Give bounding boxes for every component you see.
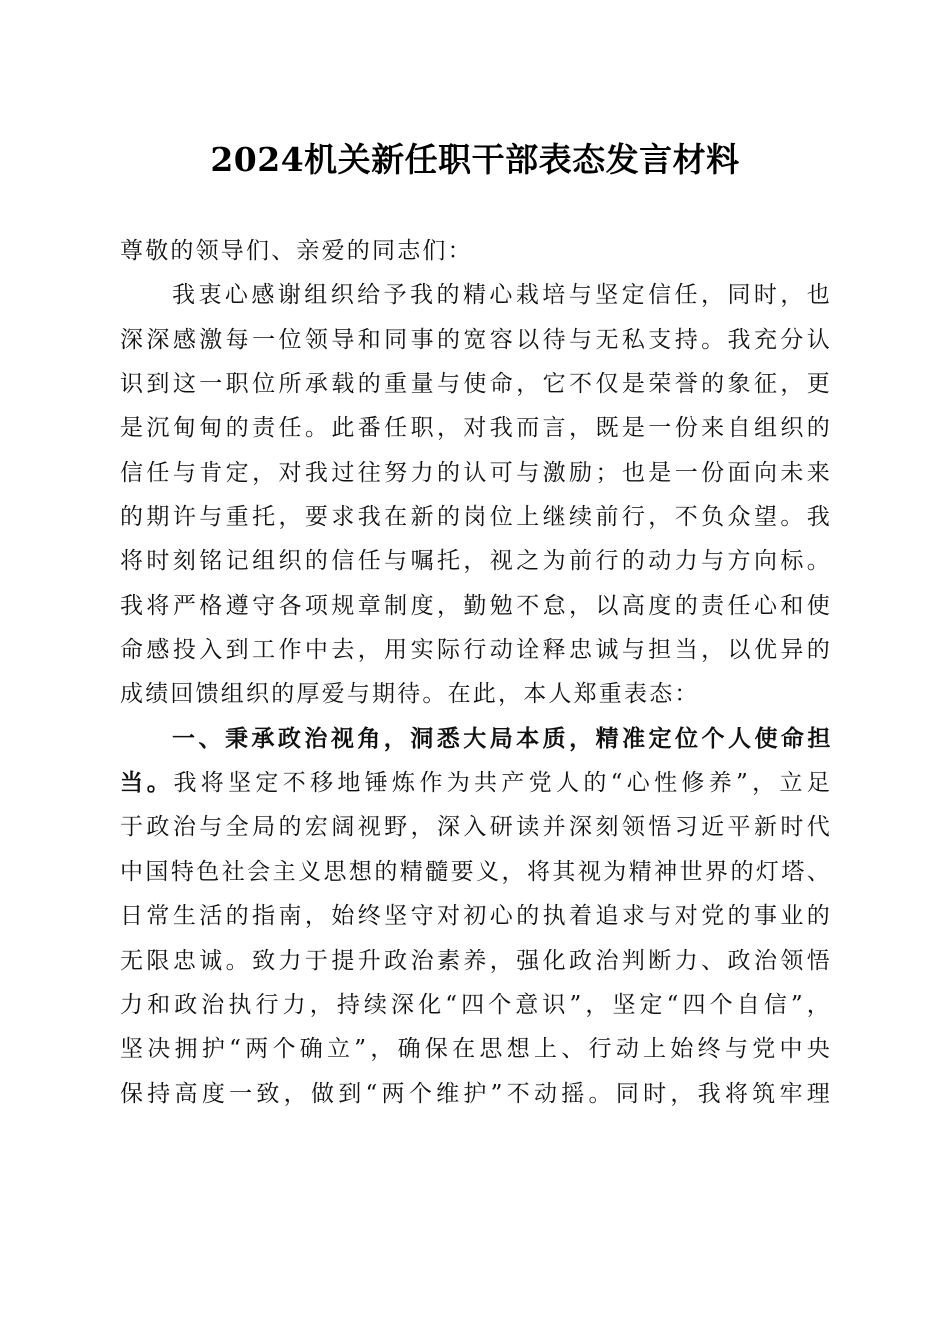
- paragraph-line: 保持高度一致，做到“两个维护”不动摇。同时，我将筑牢理: [120, 1080, 832, 1107]
- paragraph-line: 的期许与重托，要求我在新的岗位上继续前行，不负众望。我: [120, 504, 832, 531]
- paragraph-line: 我将严格遵守各项规章制度，勤勉不怠，以高度的责任心和使: [120, 592, 832, 619]
- paragraph-line: 日常生活的指南，始终坚守对初心的执着追求与对党的事业的: [120, 903, 832, 930]
- paragraph-line: 深深感激每一位领导和同事的宽容以待与无私支持。我充分认: [120, 326, 832, 353]
- paragraph-line: 是沉甸甸的责任。此番任职，对我而言，既是一份来自组织的: [120, 415, 832, 442]
- salutation: 尊敬的领导们、亲爱的同志们：: [120, 238, 473, 264]
- paragraph-line: 命感投入到工作中去，用实际行动诠释忠诚与担当，以优异的: [120, 637, 832, 664]
- document-body: [120, 229, 832, 1116]
- document-title: 2024机关新任职干部表态发言材料: [210, 140, 740, 179]
- paragraph-line: 坚决拥护“两个确立”，确保在思想上、行动上始终与党中央: [120, 1036, 832, 1063]
- paragraph-line: 成绩回馈组织的厚爱与期待。在此，本人郑重表态：: [120, 681, 700, 708]
- paragraph-line: 无限忠诚。致力于提升政治素养，强化政治判断力、政治领悟: [120, 947, 832, 974]
- paragraph-text: 我将坚定不移地锤炼作为共产党人的“心性修养”，立足: [173, 770, 832, 797]
- paragraph-line: 将时刻铭记组织的信任与嘱托，视之为前行的动力与方向标。: [120, 548, 832, 575]
- paragraph-line: 我衷心感谢组织给予我的精心栽培与坚定信任，同时，也: [172, 282, 832, 309]
- section-heading-tail: 当。: [120, 770, 174, 797]
- paragraph-line: 力和政治执行力，持续深化“四个意识”，坚定“四个自信”，: [120, 991, 832, 1018]
- paragraph-line: 信任与肯定，对我过往努力的认可与激励；也是一份面向未来: [120, 459, 832, 486]
- paragraph-line: 识到这一职位所承载的重量与使命，它不仅是荣誉的象征，更: [120, 371, 832, 398]
- paragraph-line: 中国特色社会主义思想的精髓要义，将其视为精神世界的灯塔、: [120, 858, 832, 885]
- section-heading-continued: [120, 761, 832, 805]
- section-heading: 一、秉承政治视角，洞悉大局本质，精准定位个人使命担: [172, 725, 832, 752]
- paragraph-line: 于政治与全局的宏阔视野，深入研读并深刻领悟习近平新时代: [120, 814, 832, 841]
